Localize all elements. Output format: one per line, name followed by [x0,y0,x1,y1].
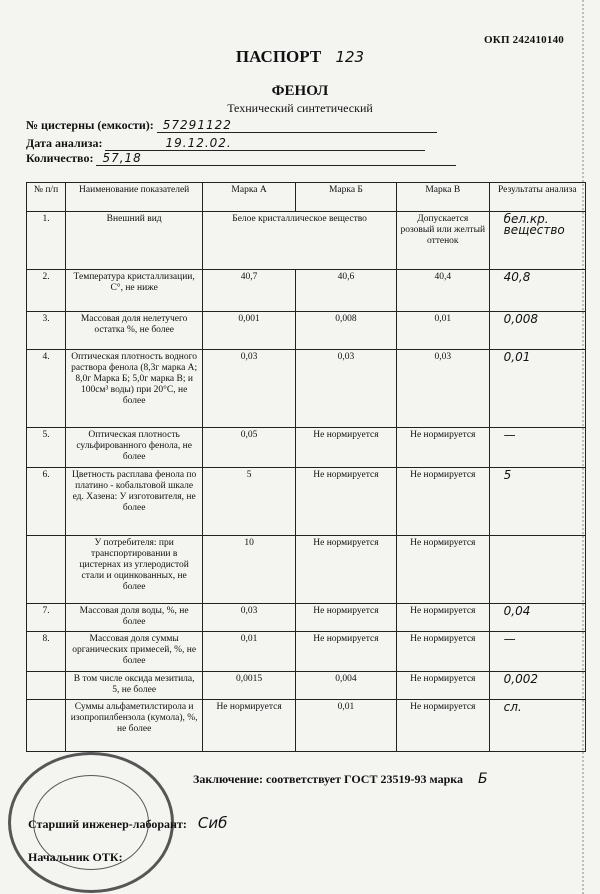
cell-grade-c: 0,01 [396,312,489,350]
cell-name: Массовая доля суммы органических примесей, %, не более [66,632,203,672]
laborant-signature-line [28,814,227,832]
cell-grade-c: Не нормируется [396,468,489,536]
cell-num: 3. [27,312,66,350]
header-grade-b: Марка Б [295,183,396,212]
cell-grade-b: Не нормируется [295,536,396,604]
document-title [0,47,600,67]
cell-num [27,536,66,604]
cell-grade-b: 0,004 [295,672,396,700]
header-results: Результаты анализа [489,183,585,212]
cell-name: Оптическая плотность сульфированного фенола, не более [66,428,203,468]
conclusion-grade: Б [477,771,488,787]
cell-result: 0,01 [489,350,585,428]
cell-grade-c: 40,4 [396,270,489,312]
table-row [27,428,586,468]
okp-code: ОКП 242410140 [484,34,564,46]
conclusion-text: Заключение: соответствует ГОСТ 23519-93 марка [193,772,463,786]
conclusion [193,771,488,787]
table-row [27,270,586,312]
cell-result [489,536,585,604]
chief-label: Начальник ОТК: [28,850,123,864]
header-num: № п/п [27,183,66,212]
table-row [27,312,586,350]
table-row [27,350,586,428]
cell-grade-b: Не нормируется [295,632,396,672]
header-grade-c: Марка В [396,183,489,212]
cell-grade-a: Не нормируется [203,700,296,752]
tank-field [26,118,437,133]
cell-grade-a: 0,03 [203,604,296,632]
cell-grade-a: 0,05 [203,428,296,468]
cell-grade-c: Не нормируется [396,700,489,752]
cell-name: Массовая доля нелетучего остатка %, не более [66,312,203,350]
cell-result: 0,04 [489,604,585,632]
specification-table [26,182,586,752]
cell-result: бел.кр. вещество [489,212,585,270]
table-row [27,700,586,752]
cell-grade-b: 0,01 [295,700,396,752]
date-field [26,136,425,151]
cell-grade-b: 0,008 [295,312,396,350]
tank-line [157,118,437,133]
cell-grade-a: 0,03 [203,350,296,428]
cell-num [27,700,66,752]
cell-grade-c: Не нормируется [396,536,489,604]
product-subtitle: Технический синтетический [227,101,373,115]
quantity-field [26,151,456,166]
cell-name: У потребителя: при транспортировании в цистернах из углеродистой стали и оцинкованных, не более [66,536,203,604]
cell-result: 0,008 [489,312,585,350]
title-text: ПАСПОРТ [235,47,322,66]
cell-grade-b: 0,03 [295,350,396,428]
cell-grade-a: 10 [203,536,296,604]
cell-num: 1. [27,212,66,270]
qty-line [96,151,456,166]
date-value: 19.12.02. [165,136,232,150]
chief-signature-line [28,850,123,865]
cell-name: Внешний вид [66,212,203,270]
cell-name: Цветность расплава фенола по платино - кобальтовой шкале ед. Хазена: У изготовителя, не более [66,468,203,536]
cell-grade-a: 40,7 [203,270,296,312]
cell-num: 7. [27,604,66,632]
cell-grade-ab: Белое кристаллическое вещество [203,212,397,270]
cell-name: Температура кристаллизации, С°, не ниже [66,270,203,312]
laborant-signature: Сиб [197,814,228,832]
cell-grade-a: 0,0015 [203,672,296,700]
table-row [27,212,586,270]
date-label: Дата анализа: [26,136,103,150]
cell-result: — [489,428,585,468]
cell-name: В том числе оксида мезитила, 5, не более [66,672,203,700]
cell-grade-b: Не нормируется [295,604,396,632]
cell-grade-c: 0,03 [396,350,489,428]
cell-result: 0,002 [489,672,585,700]
table-row [27,536,586,604]
cell-result: 5 [489,468,585,536]
passport-number: 123 [335,48,365,66]
cell-result: сл. [489,700,585,752]
laborant-label: Старший инженер-лаборант: [28,817,187,831]
cell-grade-c: Не нормируется [396,632,489,672]
cell-num: 4. [27,350,66,428]
table-row [27,468,586,536]
cell-result: 40,8 [489,270,585,312]
tank-value: 57291122 [162,118,232,132]
cell-grade-a: 0,001 [203,312,296,350]
tank-label: № цистерны (емкости): [26,118,154,132]
table-row [27,672,586,700]
cell-grade-c: Не нормируется [396,672,489,700]
qty-value: 57,18 [102,151,142,165]
qty-label: Количество: [26,151,94,165]
cell-name: Суммы альфаметилстирола и изопропилбензола (кумола), %, не более [66,700,203,752]
cell-num: 5. [27,428,66,468]
cell-name: Массовая доля воды, %, не более [66,604,203,632]
header-grade-a: Марка А [203,183,296,212]
cell-grade-a: 5 [203,468,296,536]
cell-grade-b: Не нормируется [295,468,396,536]
cell-num [27,672,66,700]
cell-num: 8. [27,632,66,672]
cell-grade-c: Не нормируется [396,428,489,468]
cell-num: 6. [27,468,66,536]
date-line [105,136,425,151]
cell-name: Оптическая плотность водного раствора фенола (8,3г марка А; 8,0г Марка Б; 5,0г марка В; и 100см³ воды) при 20°С, не более [66,350,203,428]
cell-grade-c: Допускается розовый или желтый оттенок [396,212,489,270]
product-name: ФЕНОЛ [271,83,329,99]
cell-grade-b: 40,6 [295,270,396,312]
cell-num: 2. [27,270,66,312]
cell-result: — [489,632,585,672]
table-row [27,632,586,672]
cell-grade-a: 0,01 [203,632,296,672]
table-header-row [27,183,586,212]
cell-grade-b: Не нормируется [295,428,396,468]
table-row [27,604,586,632]
cell-grade-c: Не нормируется [396,604,489,632]
header-name: Наименование показателей [66,183,203,212]
